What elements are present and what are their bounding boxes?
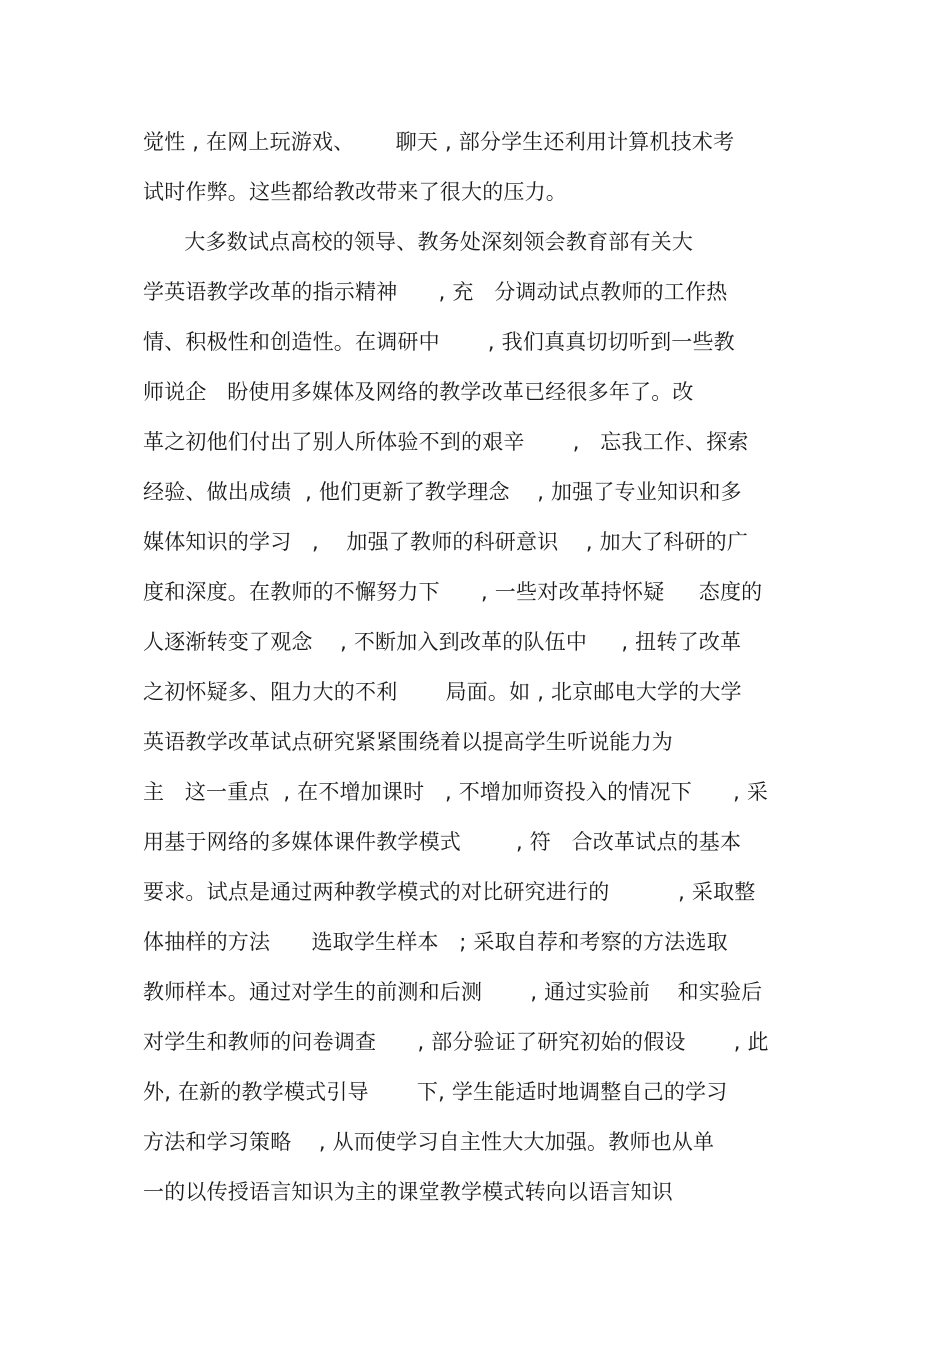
text-line: 教师样本。通过对学生的前测和后测 , 通过实验前 和实验后 [143,980,763,1004]
text-line: 方法和学习策略 , 从而使学习自主性大大加强。教师也从单 [143,1130,715,1154]
text-line: 英语教学改革试点研究紧紧围绕着以提高学生听说能力为 [143,730,673,754]
text-line: 革之初他们付出了别人所体验不到的艰辛 , 忘我工作、探索 [143,430,749,454]
text-line: 度和深度。在教师的不懈努力下 , 一些对改革持怀疑 态度的 [143,580,763,604]
text-line: 媒体知识的学习 , 加强了教师的科研意识 , 加大了科研的广 [143,530,749,554]
text-line: 师说企 盼使用多媒体及网络的教学改革已经很多年了。改 [143,380,694,404]
text-line: 人逐渐转变了观念 , 不断加入到改革的队伍中 , 扭转了改革 [143,630,742,654]
text-line: 一的以传授语言知识为主的课堂教学模式转向以语言知识 [143,1180,673,1204]
text-line: 主 这一重点 , 在不增加课时 , 不增加师资投入的情况下 , 采 [143,780,769,804]
text-line: 对学生和教师的问卷调查 , 部分验证了研究初始的假设 , 此 [143,1030,769,1054]
text-line: 学英语教学改革的指示精神 , 充 分调动试点教师的工作热 [143,280,728,304]
text-line: 觉性 , 在网上玩游戏、 聊天 , 部分学生还利用计算机技术考 [143,130,735,154]
text-line: 大多数试点高校的领导、教务处深刻领会教育部有关大 [143,230,694,254]
text-line: 要求。试点是通过两种教学模式的对比研究进行的 , 采取整 [143,880,756,904]
text-line: 经验、做出成绩 , 他们更新了教学理念 , 加强了专业知识和多 [143,480,742,504]
text-line: 之初怀疑多、阻力大的不利 局面。如 , 北京邮电大学的大学 [143,680,742,704]
text-line: 情、积极性和创造性。在调研中 , 我们真真切切听到一些教 [143,330,735,354]
text-line: 体抽样的方法 选取学生样本 ; 采取自荐和考察的方法选取 [143,930,728,954]
text-line: 用基于网络的多媒体课件教学模式 , 符 合改革试点的基本 [143,830,742,854]
body-text [143,123,823,1223]
text-line: 外, 在新的教学模式引导 下, 学生能适时地调整自己的学习 [143,1080,728,1104]
text-line: 试时作弊。这些都给教改带来了很大的压力。 [143,180,567,204]
